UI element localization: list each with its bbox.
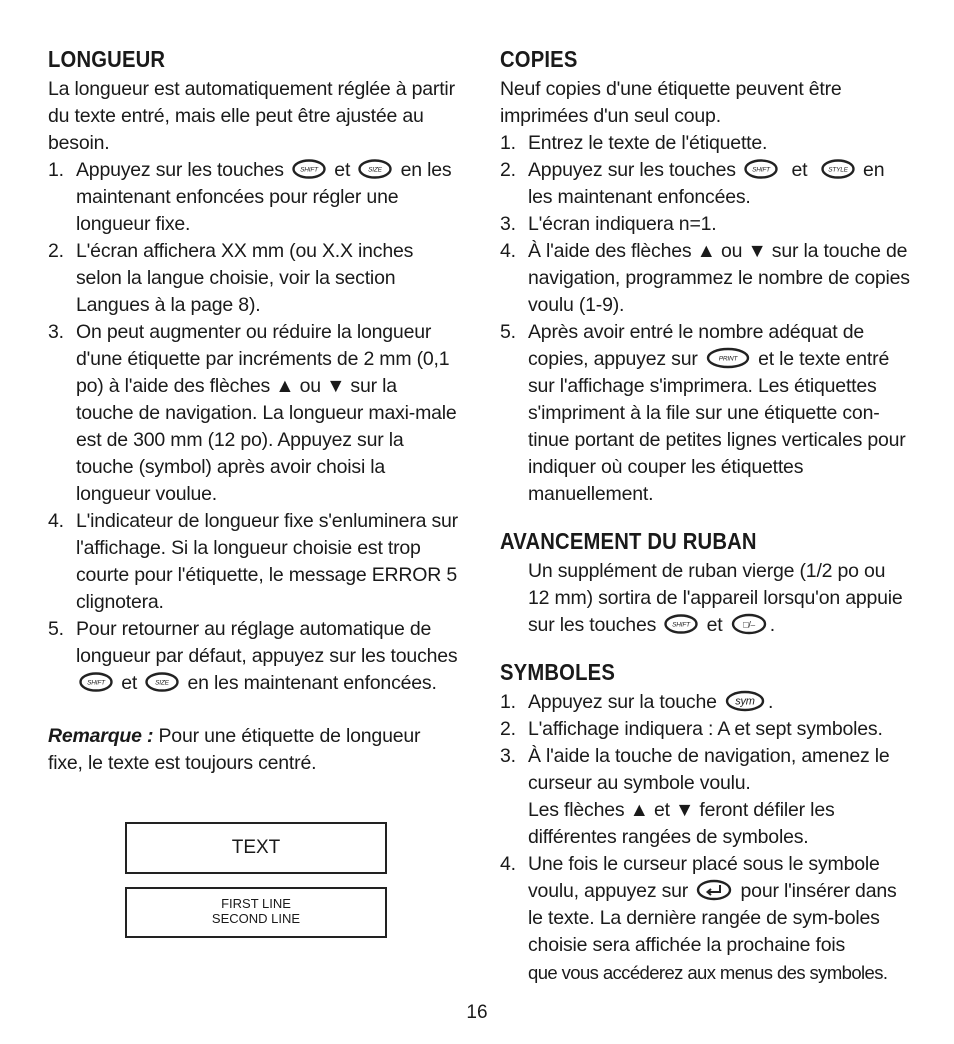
section-title-copies: COPIES (500, 46, 578, 72)
svg-text:SHIFT: SHIFT (300, 166, 318, 174)
list-item: 1. Appuyez sur la touche sym . (500, 691, 774, 713)
svg-text:□/⎯: □/⎯ (742, 619, 755, 630)
feed-text: Un supplément de ruban vierge (1/2 po ou 12 mm) sortira de l'appareil lorsqu'on appuie sur les touches SHIFT et □/⎯ . (528, 560, 903, 636)
section-title-longueur: LONGUEUR (48, 46, 166, 72)
sym-key-icon (725, 690, 765, 712)
shift-key-icon (79, 672, 113, 692)
remark-text: Pour une étiquette de longueur fixe, le texte est toujours centré. (48, 725, 421, 774)
section-title-avancement: AVANCEMENT DU RUBAN (500, 528, 757, 554)
list-item: 5. Pour retourner au réglage automatique de longueur par défaut, appuyez sur les touches SHIFT et SIZE en les maintenant enfoncées. (48, 618, 458, 694)
shift-key-icon (744, 159, 778, 179)
enter-key-icon (696, 879, 732, 901)
size-key-icon (145, 672, 179, 692)
svg-text:PRINT: PRINT (718, 355, 738, 363)
svg-text:SHIFT: SHIFT (87, 679, 105, 687)
svg-text:SHIFT: SHIFT (752, 166, 770, 174)
print-key-icon (706, 347, 750, 369)
copies-steps (500, 130, 910, 508)
shift-key-icon (664, 614, 698, 634)
left-column (48, 44, 458, 777)
list-item: 4. L'indicateur de longueur fixe s'enluminera sur l'affichage. Si la longueur choisie est trop courte pour l'étiquette, le message ERROR 5 clignotera. (48, 510, 458, 613)
style-key-icon (821, 159, 855, 179)
longueur-intro: La longueur est automatiquement réglée à partir du texte entré, mais elle peut être ajustée au besoin. (48, 78, 455, 154)
lcd-display-two-lines: FIRST LINE SECOND LINE (125, 887, 387, 938)
list-item: 3. On peut augmenter ou réduire la longueur d'une étiquette par incréments de 2 mm (0,1 po) à l'aide des flèches ▲ ou ▼ sur la touche de navigation. La longueur maxi-male est de 300 mm (12 po). Appuyez sur la touche (symbol) après avoir choisi la longueur voulue. (48, 321, 457, 505)
list-item: 5. Après avoir entré le nombre adéquat de copies, appuyez sur PRINT et le texte entré sur l'affichage s'imprimera. Les étiquettes s'impriment à la file sur une étiquette con-tinue portant de petites lignes verticales pour indiquer où couper les étiquettes manuellement. (500, 321, 906, 505)
list-item: 4. À l'aide des flèches ▲ ou ▼ sur la touche de navigation, programmez le nombre de copies voulu (1-9). (500, 240, 910, 316)
list-item: 1. Entrez le texte de l'étiquette. (500, 132, 768, 154)
list-item: 2. L'affichage indiquera : A et sept symboles. (500, 718, 883, 740)
lcd-display-single-line: TEXT (125, 822, 387, 874)
page-number: 16 (466, 1002, 488, 1023)
feed-key-icon (731, 613, 767, 635)
shift-key-icon (292, 159, 326, 179)
section-title-symboles: SYMBOLES (500, 659, 615, 685)
size-key-icon (358, 159, 392, 179)
symboles-steps (500, 689, 910, 986)
list-item: 2. L'écran affichera XX mm (ou X.X inches selon la langue choisie, voir la section Langues à la page 8). (48, 240, 414, 316)
right-column (500, 44, 910, 986)
svg-text:sym: sym (735, 695, 755, 708)
list-item: 3. L'écran indiquera n=1. (500, 213, 717, 235)
svg-text:SIZE: SIZE (155, 679, 170, 687)
longueur-steps (48, 157, 458, 697)
svg-text:STYLE: STYLE (828, 166, 848, 174)
list-item: 4. Une fois le curseur placé sous le symbole voulu, appuyez sur pour l'insérer dans le texte. La dernière rangée de sym-boles choisie sera affichée la prochaine fois que vous accéderez aux menus des symboles. (500, 853, 897, 983)
copies-intro: Neuf copies d'une étiquette peuvent être imprimées d'un seul coup. (500, 78, 842, 127)
svg-text:SIZE: SIZE (368, 166, 383, 174)
remark-label: Remarque : (48, 725, 154, 747)
list-item: 3. À l'aide la touche de navigation, amenez le curseur au symbole voulu. Les flèches ▲ et ▼ feront défiler les différentes rangées de symboles. (500, 745, 890, 848)
svg-text:SHIFT: SHIFT (672, 621, 691, 629)
list-item: 2. Appuyez sur les touches SHIFT et STYLE en les maintenant enfoncées. (500, 159, 885, 208)
remark (48, 723, 458, 777)
list-item: 1. Appuyez sur les touches SHIFT et SIZE en les maintenant enfoncées pour régler une longueur fixe. (48, 159, 452, 235)
